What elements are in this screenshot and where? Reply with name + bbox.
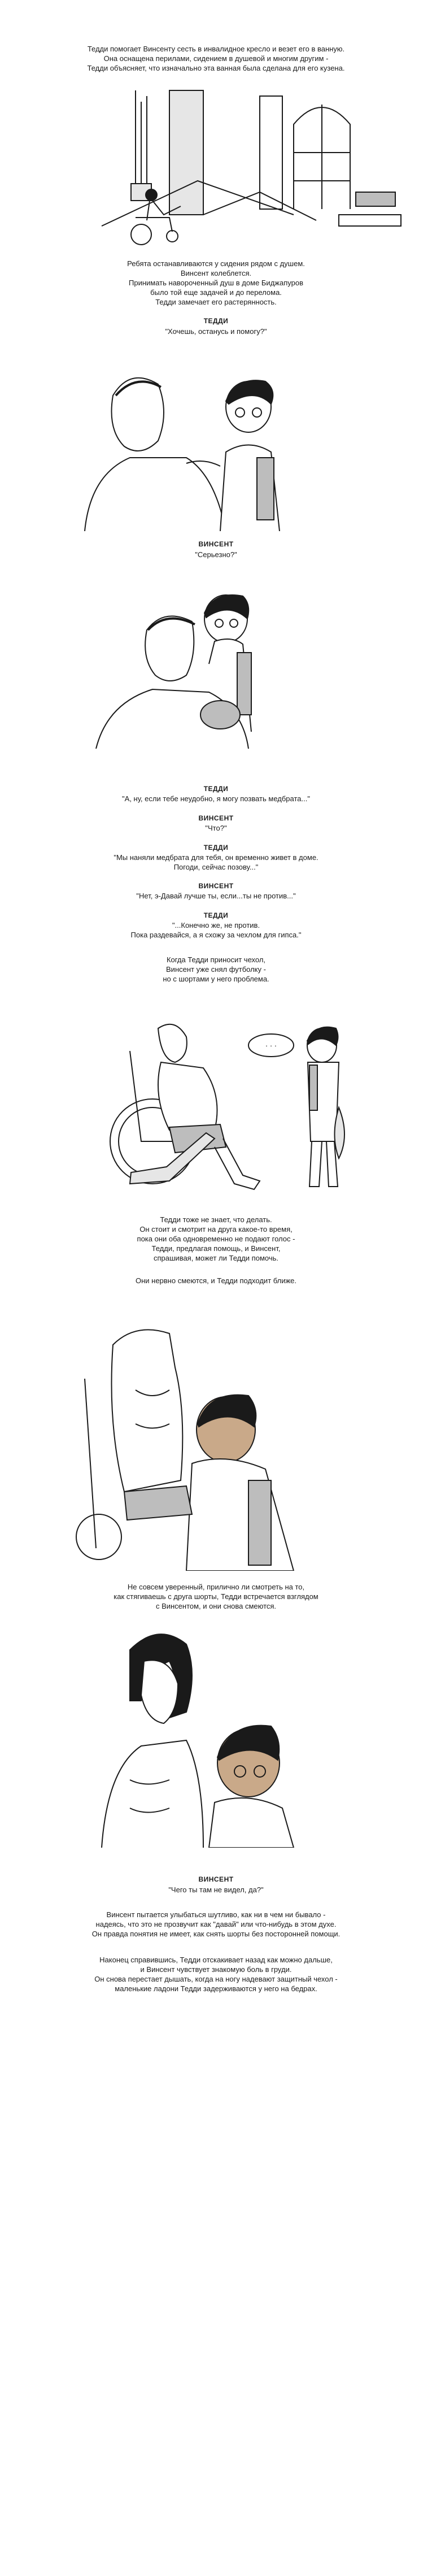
bathroom-illustration xyxy=(0,79,432,249)
dialogue-vincent-4: "Чего ты там не видел, да?" xyxy=(168,1886,264,1894)
eye-contact-illustration xyxy=(0,1622,432,1848)
speaker-vincent-3: ВИНСЕНТ xyxy=(198,882,234,890)
caption-final: Наконец справившись, Тедди отскакивает назад как можно дальше, и Винсент чувствует знакомую боль в груди. Он снова перестает дышать, когда на ногу надевают защитный чехол - маленькие ладони Тедди задерживаются у него на бедрах. xyxy=(94,1956,338,1993)
speaker-vincent-4: ВИНСЕНТ xyxy=(198,1875,234,1883)
caption-awkward: Тедди тоже не знает, что делать. Он стоит и смотрит на друга какое-то время, пока они оба одновременно не подают голос - Тедди, предлагая помощь, и Винсент, спрашивая, может ли Тедди помочь. xyxy=(137,1215,295,1262)
offer-help-illustration xyxy=(0,345,432,531)
cast-illustration xyxy=(0,994,432,1204)
dialogue-teddy-3: "Мы наняли медбрата для тебя, он временно живет в доме. Погоди, сейчас позову..." xyxy=(114,853,318,871)
dialogue-teddy-2: "А, ну, если тебе неудобно, я могу позвать медбрата..." xyxy=(122,794,310,803)
panel-cast xyxy=(0,994,432,1204)
speaker-vincent-1: ВИНСЕНТ xyxy=(198,540,234,548)
speaker-teddy-4: ТЕДДИ xyxy=(203,911,229,919)
panel-bathroom xyxy=(0,79,432,249)
panel-offer-help xyxy=(0,345,432,531)
surprised-illustration xyxy=(0,568,432,749)
caption-shorts: Не совсем уверенный, прилично ли смотреть на то, как стягиваешь с друга шорты, Тедди встречается взглядом с Винсентом, и они снова смеются. xyxy=(114,1583,318,1610)
caption-intro: Тедди помогает Винсенту сесть в инвалидное кресло и везет его в ванную. Она оснащена перилами, сидением в душевой и многим другим - Тедди объясняет, что изначально эта ванная была сделана для его кузена. xyxy=(87,45,345,72)
speaker-teddy-2: ТЕДДИ xyxy=(203,785,229,793)
helping-illustration xyxy=(0,1311,432,1571)
dialogue-vincent-2: "Что?" xyxy=(205,824,227,832)
caption-stop: Ребята останавливаются у сидения рядом с душем. Винсент колеблется. Принимать навороченный душ в доме Биджапуров было той еще задачей и до перелома. Тедди замечает его растерянность. xyxy=(127,259,305,306)
caption-cover: Когда Тедди приносит чехол, Винсент уже снял футболку - но с шортами у него проблема. xyxy=(163,955,269,983)
caption-laugh: Они нервно смеются, и Тедди подходит ближе. xyxy=(135,1276,297,1285)
dialogue-teddy-1: "Хочешь, останусь и помогу?" xyxy=(165,327,267,336)
panel-eye-contact xyxy=(0,1622,432,1848)
panel-surprised xyxy=(0,568,432,749)
speaker-teddy-1: ТЕДДИ xyxy=(203,317,229,325)
panel-helping xyxy=(0,1311,432,1571)
dialogue-vincent-1: "Серьезно?" xyxy=(195,550,237,559)
speaker-teddy-3: ТЕДДИ xyxy=(203,844,229,852)
dialogue-teddy-4: "...Конечно же, не против. Пока раздевайся, а я схожу за чехлом для гипса." xyxy=(130,921,302,939)
caption-smile: Винсент пытается улыбаться шутливо, как ни в чем ни бывало - надеясь, что это не прозвучит как "давай" или что-нибудь в этом духе. Он правда понятия не имеет, как снять шорты без посторонней помощи. xyxy=(91,1910,341,1938)
dialogue-vincent-3: "Нет, э-Давай лучше ты, если...ты не против..." xyxy=(136,892,296,900)
ellipsis-bubble: · · · xyxy=(265,1041,277,1050)
speaker-vincent-2: ВИНСЕНТ xyxy=(198,814,234,822)
